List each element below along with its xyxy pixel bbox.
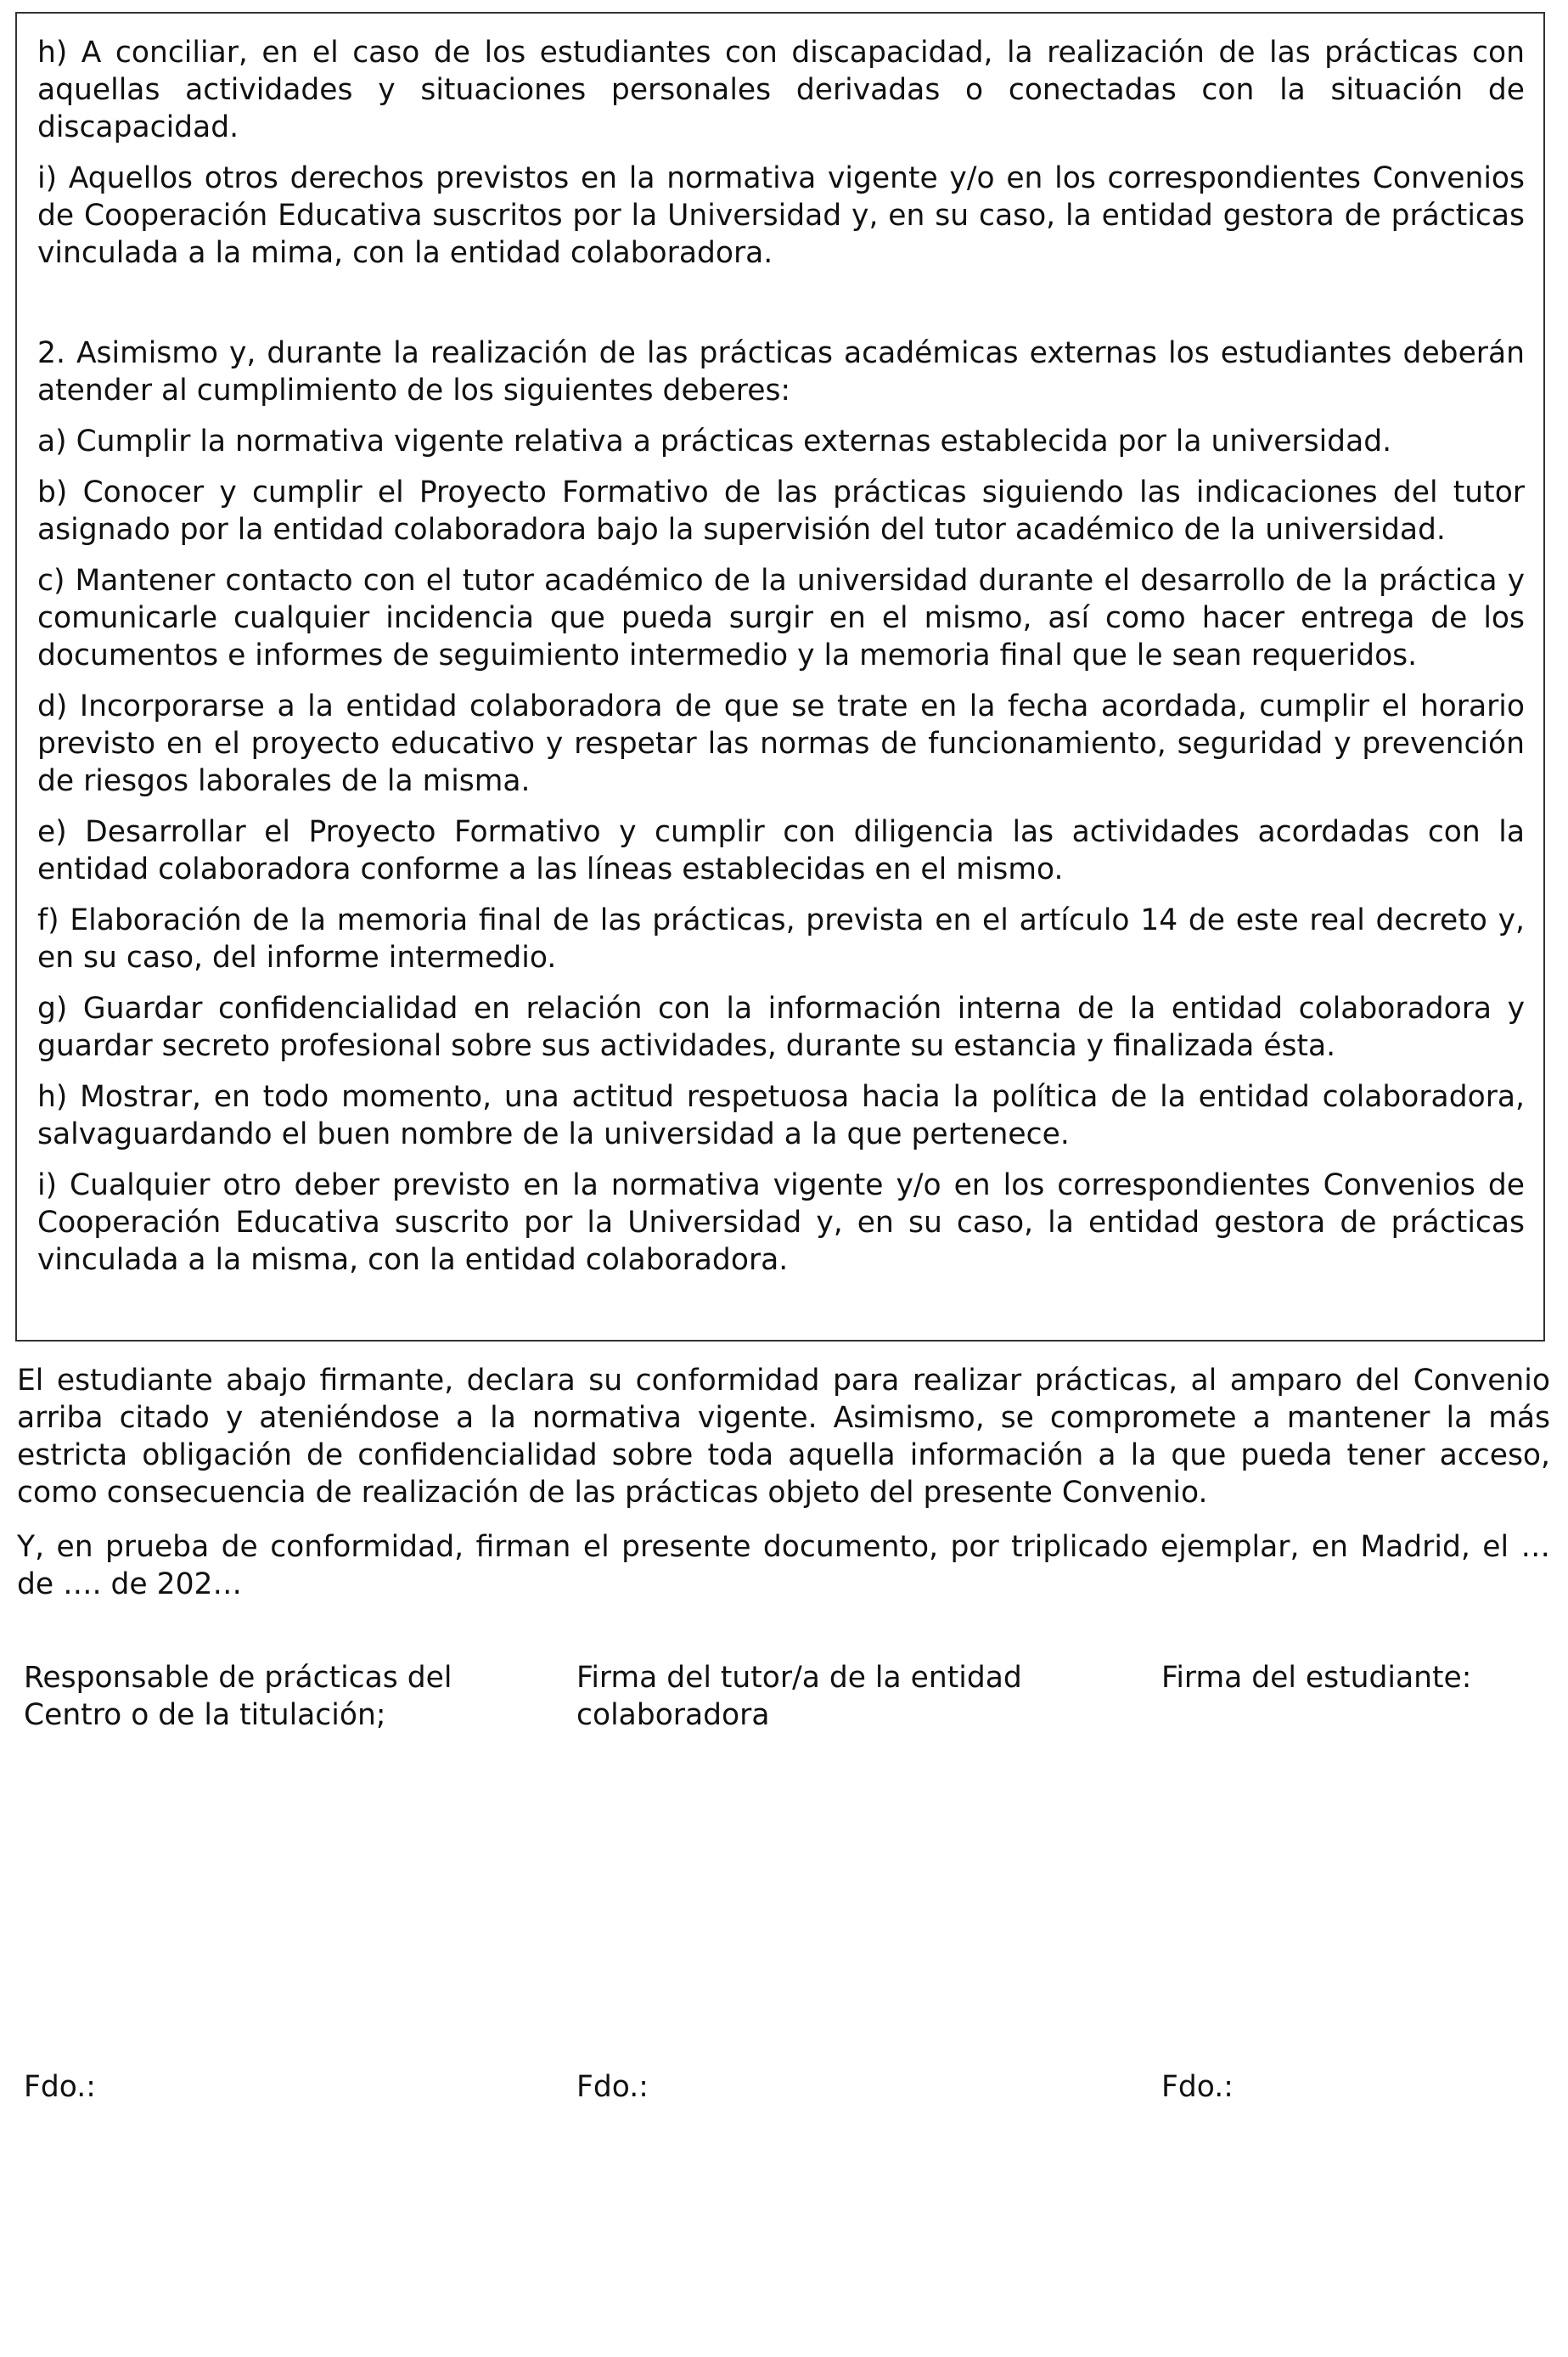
box-content xyxy=(37,34,1525,1292)
signature-fdo-entity-tutor: Fdo.: xyxy=(576,2070,649,2104)
conformity-paragraph: Y, en prueba de conformidad, firman el presente documento, por triplicado ejemplar, en Madrid, el … de …. de 202… xyxy=(17,1530,1550,1601)
duty-item-f: f) Elaboración de la memoria final de las prácticas, prevista en el artículo 14 de este real decreto y, en su caso, del informe intermedio. xyxy=(37,903,1525,975)
right-item-h: h) A conciliar, en el caso de los estudiantes con discapacidad, la realización de las prácticas con aquellas actividades y situaciones personales derivadas o conectadas con la situación de discapacidad. xyxy=(37,36,1525,144)
signature-title-student: Firma del estudiante: xyxy=(1161,1661,1472,1695)
signature-title-entity-tutor: Firma del tutor/a de la entidad colaboradora xyxy=(576,1661,1022,1732)
signature-title-center-responsible: Responsable de prácticas del Centro o de la titulación; xyxy=(24,1661,452,1732)
duty-item-h: h) Mostrar, en todo momento, una actitud respetuosa hacia la política de la entidad colaboradora, salvaguardando el buen nombre de la universidad a la que pertenece. xyxy=(37,1080,1525,1151)
duty-item-i: i) Cualquier otro deber previsto en la normativa vigente y/o en los correspondientes Convenios de Cooperación Educativa suscrito por la Universidad y, en su caso, la entidad gestora de prácticas vinculada a la misma, con la entidad colaboradora. xyxy=(37,1168,1525,1277)
duty-item-e: e) Desarrollar el Proyecto Formativo y cumplir con diligencia las actividades acordadas con la entidad colaboradora conforme a las líneas establecidas en el mismo. xyxy=(37,815,1525,886)
duty-item-b: b) Conocer y cumplir el Proyecto Formativo de las prácticas siguiendo las indicaciones del tutor asignado por la entidad colaboradora bajo la supervisión del tutor académico de la universidad. xyxy=(37,475,1525,547)
duty-item-c: c) Mantener contacto con el tutor académico de la universidad durante el desarrollo de la práctica y comunicarle cualquier incidencia que pueda surgir en el mismo, así como hacer entrega de los documentos e informes de seguimiento intermedio y la memoria final que le sean requeridos. xyxy=(37,564,1525,672)
signature-fdo-student: Fdo.: xyxy=(1161,2070,1234,2104)
declaration-paragraph: El estudiante abajo firmante, declara su conformidad para realizar prácticas, al amparo del Convenio arriba citado y ateniéndose a la normativa vigente. Asimismo, se compromete a mantener la más estricta obligación de confidencialidad sobre toda aquella información a la que pueda tener acceso, como consecuencia de realización de las prácticas objeto del presente Convenio. xyxy=(17,1364,1550,1510)
duty-item-a: a) Cumplir la normativa vigente relativa a prácticas externas establecida por la universidad. xyxy=(37,425,1392,458)
right-item-i: i) Aquellos otros derechos previstos en la normativa vigente y/o en los correspondientes Convenios de Cooperación Educativa suscritos por la Universidad y, en su caso, la entidad gestora de prácticas vinculada a la mima, con la entidad colaboradora. xyxy=(37,161,1525,270)
duty-item-g: g) Guardar confidencialidad en relación con la información interna de la entidad colaboradora y guardar secreto profesional sobre sus actividades, durante su estancia y finalizada ésta. xyxy=(37,992,1525,1063)
signature-fdo-center-responsible: Fdo.: xyxy=(24,2070,96,2104)
duties-intro: 2. Asimismo y, durante la realización de las prácticas académicas externas los estudiantes deberán atender al cumplimiento de los siguientes deberes: xyxy=(37,336,1525,408)
duty-item-d: d) Incorporarse a la entidad colaboradora de que se trate en la fecha acordada, cumplir el horario previsto en el proyecto educativo y respetar las normas de funcionamiento, seguridad y prevención de riesgos laborales de la misma. xyxy=(37,689,1525,798)
spacer xyxy=(37,285,1525,335)
declaration-section xyxy=(17,1362,1550,1620)
rights-and-duties-box xyxy=(15,12,1545,1342)
